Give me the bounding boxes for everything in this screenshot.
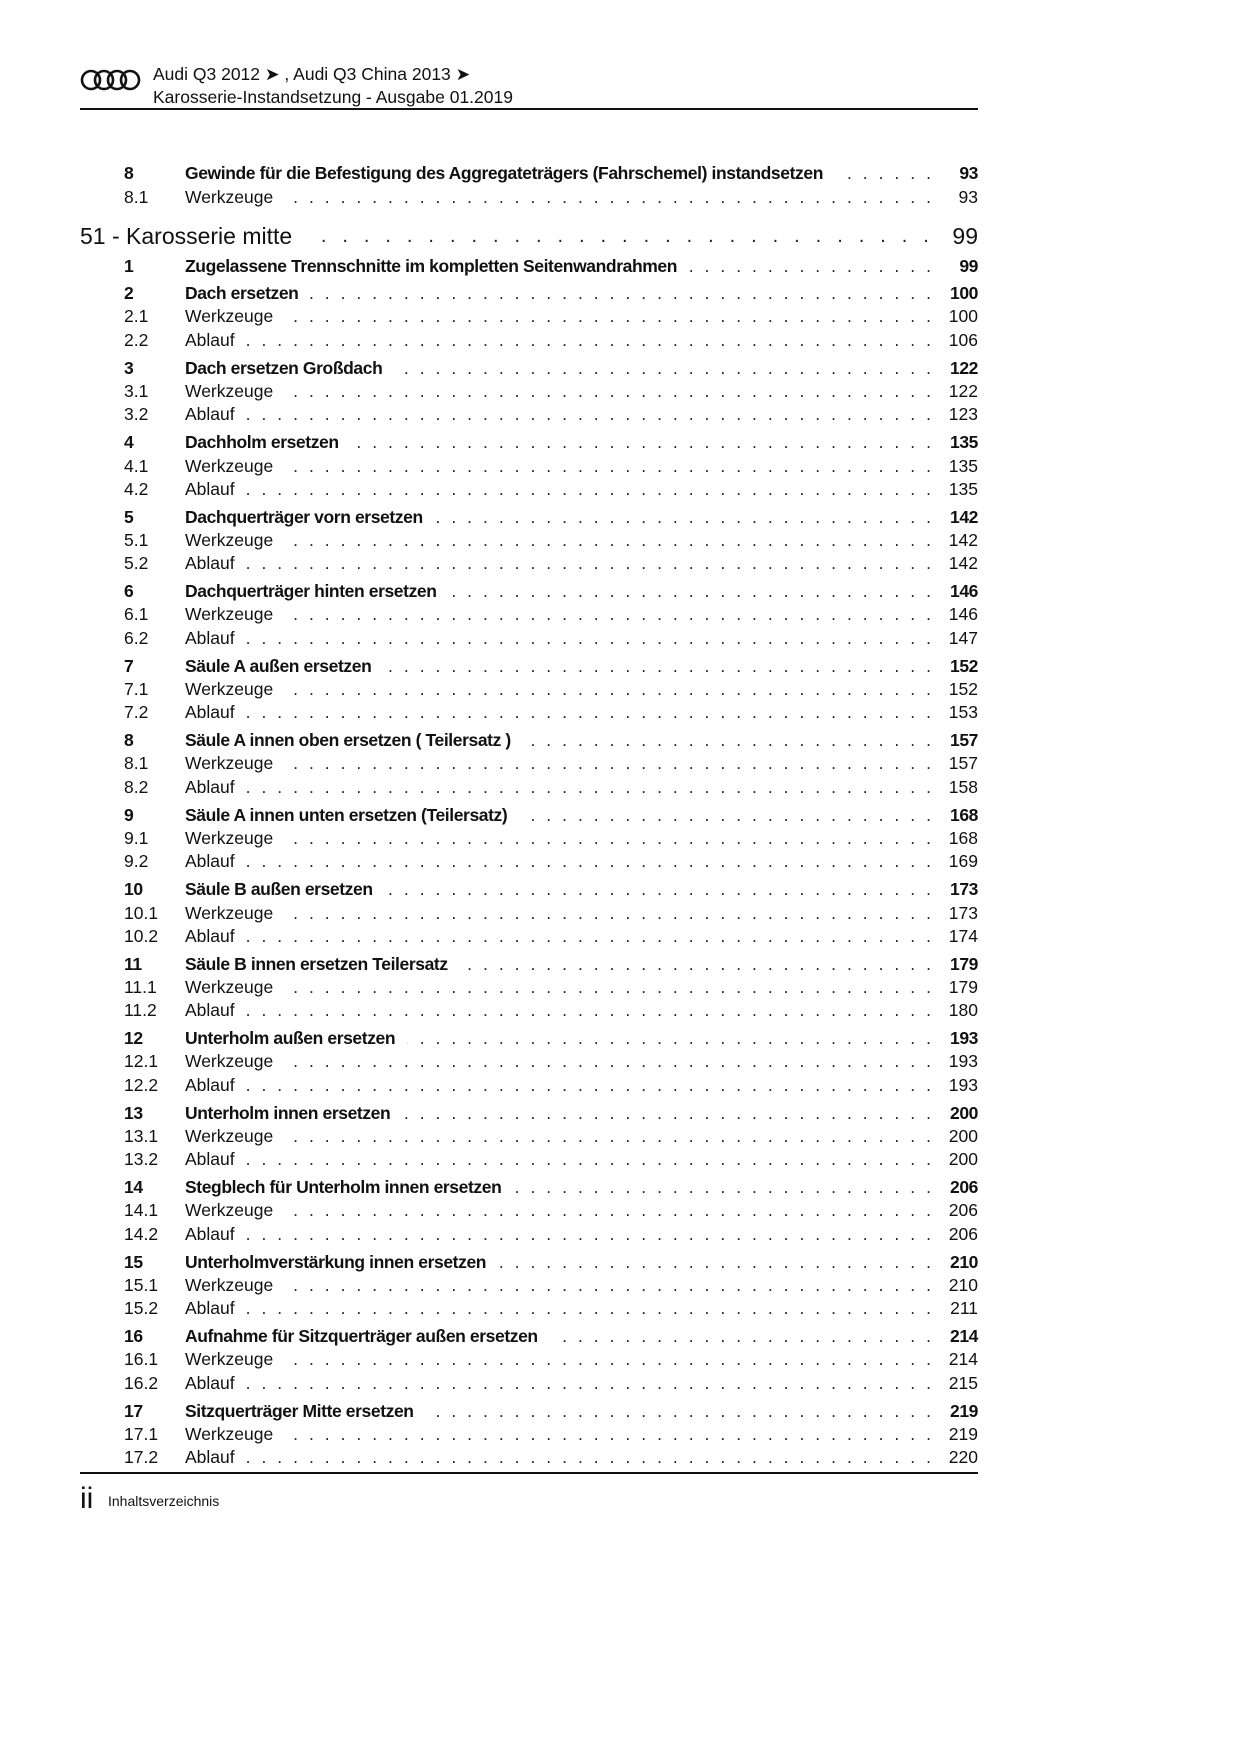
toc-entry-title: Sitzquerträger Mitte ersetzen bbox=[185, 1400, 426, 1422]
toc-entry-title: Ablauf bbox=[185, 627, 247, 649]
toc-entry-title: Ablauf bbox=[185, 925, 247, 947]
toc-entry-title: Dachquerträger vorn ersetzen bbox=[185, 506, 435, 528]
dot-leader bbox=[185, 455, 934, 477]
dot-leader bbox=[185, 1223, 934, 1245]
toc-entry-page: 215 bbox=[943, 1372, 978, 1394]
toc-entry-title: Werkzeuge bbox=[185, 1050, 285, 1072]
toc-entry-title: Werkzeuge bbox=[185, 529, 285, 551]
dot-leader bbox=[185, 1372, 934, 1394]
toc-entry-title: Werkzeuge bbox=[185, 976, 285, 998]
toc-entry-number: 17.1 bbox=[124, 1424, 159, 1444]
dot-leader bbox=[185, 902, 934, 924]
toc-entry-number: 8 bbox=[124, 730, 134, 750]
dot-leader bbox=[185, 827, 934, 849]
toc-entry-title: Werkzeuge bbox=[185, 827, 285, 849]
toc-entry-number: 11 bbox=[124, 954, 142, 974]
toc-entry-page: 99 bbox=[946, 223, 978, 249]
toc-entry-title: Werkzeuge bbox=[185, 902, 285, 924]
dot-leader bbox=[185, 478, 934, 500]
toc-entry-page: 157 bbox=[943, 752, 978, 774]
toc-entry-number: 12 bbox=[124, 1028, 143, 1048]
toc-entry-number: 3 bbox=[124, 358, 134, 378]
dot-leader bbox=[185, 1199, 934, 1221]
toc-entry-title: Ablauf bbox=[185, 403, 247, 425]
toc-entry-page: 219 bbox=[943, 1423, 978, 1445]
dot-leader bbox=[185, 999, 934, 1021]
toc-entry-number: 13.2 bbox=[124, 1149, 159, 1169]
toc-entry-page: 153 bbox=[943, 701, 978, 723]
toc-entry-page: 158 bbox=[943, 776, 978, 798]
toc-entry-number: 14 bbox=[124, 1177, 143, 1197]
toc-entry-number: 7.2 bbox=[124, 702, 149, 722]
toc-entry-page: 193 bbox=[944, 1027, 978, 1049]
toc-entry-page: 146 bbox=[944, 580, 978, 602]
dot-leader bbox=[185, 1074, 934, 1096]
toc-entry-page: 93 bbox=[953, 186, 978, 208]
toc-entry-number: 3.2 bbox=[124, 404, 149, 424]
toc-entry-page: 173 bbox=[944, 878, 978, 900]
toc-entry-page: 106 bbox=[943, 329, 978, 351]
toc-entry-number: 7.1 bbox=[124, 679, 149, 699]
toc-entry-title: Werkzeuge bbox=[185, 1348, 285, 1370]
toc-entry-title: Werkzeuge bbox=[185, 305, 285, 327]
toc-entry-number: 6 bbox=[124, 581, 134, 601]
toc-entry-title: Säule A innen oben ersetzen ( Teilersatz ) bbox=[185, 729, 523, 751]
footer-divider bbox=[80, 1472, 978, 1474]
toc-entry-number: 3.1 bbox=[124, 381, 149, 401]
toc-entry-title: Ablauf bbox=[185, 1223, 247, 1245]
dot-leader bbox=[185, 1050, 934, 1072]
toc-entry-title: Dach ersetzen bbox=[185, 282, 310, 304]
toc-entry-number: 8.1 bbox=[124, 753, 149, 773]
toc-entry-number: 8 bbox=[124, 163, 134, 183]
toc-entry-number: 4.1 bbox=[124, 456, 149, 476]
toc-entry-title: Werkzeuge bbox=[185, 1423, 285, 1445]
toc-entry-number: 17 bbox=[124, 1401, 143, 1421]
dot-leader bbox=[185, 552, 934, 574]
toc-entry-title: Werkzeuge bbox=[185, 1274, 285, 1296]
toc-entry-page: 219 bbox=[944, 1400, 978, 1422]
toc-entry-page: 193 bbox=[943, 1074, 978, 1096]
dot-leader bbox=[185, 1446, 934, 1468]
toc-entry-page: 100 bbox=[943, 305, 978, 327]
document-title: Karosserie-Instandsetzung - Ausgabe 01.2019 bbox=[153, 87, 513, 107]
toc-entry-number: 15 bbox=[124, 1252, 143, 1272]
footer-page-number: ii bbox=[80, 1482, 94, 1515]
toc-entry-number: 5.2 bbox=[124, 553, 149, 573]
toc-entry-page: 142 bbox=[943, 529, 978, 551]
toc-entry-number: 8.2 bbox=[124, 777, 149, 797]
footer-section-label: Inhaltsverzeichnis bbox=[108, 1493, 220, 1509]
toc-entry-title: Ablauf bbox=[185, 1148, 247, 1170]
dot-leader bbox=[185, 678, 934, 700]
toc-entry-number: 15.2 bbox=[124, 1298, 159, 1318]
toc-entry-title: 51 - Karosserie mitte bbox=[80, 223, 304, 249]
toc-entry-number: 6.1 bbox=[124, 604, 149, 624]
toc-entry-page: 122 bbox=[944, 357, 978, 379]
toc-entry-number: 4.2 bbox=[124, 479, 149, 499]
toc-entry-page: 206 bbox=[943, 1199, 978, 1221]
toc-entry-title: Säule B innen ersetzen Teilersatz bbox=[185, 953, 460, 975]
toc-entry-number: 16.2 bbox=[124, 1373, 159, 1393]
toc-entry-number: 16.1 bbox=[124, 1349, 159, 1369]
toc-entry-page: 193 bbox=[943, 1050, 978, 1072]
toc-entry-number: 5 bbox=[124, 507, 134, 527]
dot-leader bbox=[185, 925, 934, 947]
toc-entry-page: 214 bbox=[944, 1325, 978, 1347]
toc-entry-number: 12.2 bbox=[124, 1075, 159, 1095]
toc-entry-number: 14.2 bbox=[124, 1224, 159, 1244]
toc-entry-title: Unterholm außen ersetzen bbox=[185, 1027, 407, 1049]
toc-entry-page: 206 bbox=[943, 1223, 978, 1245]
dot-leader bbox=[185, 976, 934, 998]
toc-entry-page: 135 bbox=[943, 455, 978, 477]
toc-entry-number: 2.1 bbox=[124, 306, 149, 326]
toc-entry-number: 10.2 bbox=[124, 926, 159, 946]
toc-entry-page: 152 bbox=[943, 678, 978, 700]
toc-entry-number: 11.1 bbox=[124, 977, 157, 997]
toc-entry-title: Werkzeuge bbox=[185, 603, 285, 625]
toc-entry-title: Dach ersetzen Großdach bbox=[185, 357, 394, 379]
toc-entry-number: 10.1 bbox=[124, 903, 159, 923]
toc-entry-page: 146 bbox=[943, 603, 978, 625]
toc-entry-title: Dachholm ersetzen bbox=[185, 431, 351, 453]
toc-entry-title: Ablauf bbox=[185, 1297, 247, 1319]
toc-entry-number: 4 bbox=[124, 432, 134, 452]
toc-entry-title: Aufnahme für Sitzquerträger außen ersetzen bbox=[185, 1325, 550, 1347]
toc-entry-title: Ablauf bbox=[185, 478, 247, 500]
toc-entry-page: 214 bbox=[943, 1348, 978, 1370]
toc-entry-title: Werkzeuge bbox=[185, 1125, 285, 1147]
dot-leader bbox=[185, 186, 934, 208]
toc-entry-number: 11.2 bbox=[124, 1000, 157, 1020]
toc-entry-page: 122 bbox=[943, 380, 978, 402]
toc-entry-title: Unterholm innen ersetzen bbox=[185, 1102, 402, 1124]
toc-entry-page: 200 bbox=[943, 1125, 978, 1147]
toc-entry-title: Werkzeuge bbox=[185, 186, 285, 208]
toc-entry-title: Ablauf bbox=[185, 850, 247, 872]
toc-entry-number: 15.1 bbox=[124, 1275, 159, 1295]
toc-entry-title: Dachquerträger hinten ersetzen bbox=[185, 580, 449, 602]
toc-entry-number: 7 bbox=[124, 656, 134, 676]
toc-entry-number: 5.1 bbox=[124, 530, 149, 550]
toc-entry-number: 6.2 bbox=[124, 628, 149, 648]
toc-entry-page: 147 bbox=[943, 627, 978, 649]
toc-entry-title: Werkzeuge bbox=[185, 678, 285, 700]
dot-leader bbox=[185, 603, 934, 625]
toc-entry-page: 135 bbox=[944, 431, 978, 453]
toc-entry-page: 179 bbox=[943, 976, 978, 998]
dot-leader bbox=[185, 1125, 934, 1147]
dot-leader bbox=[185, 380, 934, 402]
toc-entry-title: Stegblech für Unterholm innen ersetzen bbox=[185, 1176, 513, 1198]
toc-entry-page: 210 bbox=[944, 1251, 978, 1273]
toc-entry-number: 8.1 bbox=[124, 187, 149, 207]
toc-entry-page: 174 bbox=[943, 925, 978, 947]
toc-entry-number: 13.1 bbox=[124, 1126, 159, 1146]
toc-entry-title: Ablauf bbox=[185, 999, 247, 1021]
toc-entry-page: 173 bbox=[943, 902, 978, 924]
toc-entry-number: 16 bbox=[124, 1326, 143, 1346]
dot-leader bbox=[185, 1423, 934, 1445]
toc-entry-page: 99 bbox=[953, 255, 978, 277]
toc-entry-page: 206 bbox=[944, 1176, 978, 1198]
dot-leader bbox=[185, 776, 934, 798]
toc-entry-page: 180 bbox=[943, 999, 978, 1021]
toc-entry-title: Ablauf bbox=[185, 776, 247, 798]
toc-entry-title: Ablauf bbox=[185, 552, 247, 574]
toc-entry-title: Werkzeuge bbox=[185, 380, 285, 402]
toc-entry-page: 142 bbox=[944, 506, 978, 528]
dot-leader bbox=[185, 850, 934, 872]
toc-entry-title: Säule A außen ersetzen bbox=[185, 655, 383, 677]
toc-entry-title: Ablauf bbox=[185, 1074, 247, 1096]
toc-entry-title: Säule A innen unten ersetzen (Teilersatz) bbox=[185, 804, 519, 826]
page-header bbox=[80, 62, 978, 110]
dot-leader bbox=[185, 1148, 934, 1170]
toc-entry-number: 2.2 bbox=[124, 330, 149, 350]
dot-leader bbox=[185, 1348, 934, 1370]
toc-entry-title: Werkzeuge bbox=[185, 455, 285, 477]
dot-leader bbox=[185, 329, 934, 351]
audi-four-rings-icon bbox=[80, 68, 142, 92]
toc-entry-number: 13 bbox=[124, 1103, 143, 1123]
toc-entry-page: 93 bbox=[953, 162, 978, 184]
toc-entry-title: Ablauf bbox=[185, 701, 247, 723]
toc-entry-page: 210 bbox=[943, 1274, 978, 1296]
toc-entry-title: Gewinde für die Befestigung des Aggregateträgers (Fahrschemel) instandsetzen bbox=[185, 162, 835, 184]
dot-leader bbox=[185, 1297, 934, 1319]
document-model-line: Audi Q3 2012 ➤ , Audi Q3 China 2013 ➤ bbox=[153, 64, 471, 84]
toc-entry-title: Säule B außen ersetzen bbox=[185, 878, 385, 900]
toc-entry-number: 12.1 bbox=[124, 1051, 159, 1071]
toc-entry-title: Unterholmverstärkung innen ersetzen bbox=[185, 1251, 498, 1273]
dot-leader bbox=[185, 403, 934, 425]
toc-entry-page: 152 bbox=[944, 655, 978, 677]
toc-entry-number: 9 bbox=[124, 805, 134, 825]
toc-entry-page: 123 bbox=[943, 403, 978, 425]
toc-entry-page: 211 bbox=[944, 1297, 978, 1319]
dot-leader bbox=[185, 1274, 934, 1296]
dot-leader bbox=[185, 701, 934, 723]
toc-entry-page: 200 bbox=[944, 1102, 978, 1124]
toc-entry-title: Ablauf bbox=[185, 1446, 247, 1468]
toc-entry-page: 100 bbox=[944, 282, 978, 304]
dot-leader bbox=[185, 752, 934, 774]
toc-entry-number: 1 bbox=[124, 256, 134, 276]
dot-leader bbox=[185, 305, 934, 327]
toc-entry-page: 200 bbox=[943, 1148, 978, 1170]
toc-entry-page: 135 bbox=[943, 478, 978, 500]
toc-entry-title: Ablauf bbox=[185, 329, 247, 351]
toc-entry-page: 220 bbox=[943, 1446, 978, 1468]
toc-entry-number: 9.1 bbox=[124, 828, 149, 848]
toc-entry-page: 179 bbox=[944, 953, 978, 975]
toc-entry-page: 168 bbox=[943, 827, 978, 849]
toc-entry-number: 2 bbox=[124, 283, 134, 303]
toc-entry-page: 142 bbox=[943, 552, 978, 574]
toc-entry-number: 10 bbox=[124, 879, 143, 899]
toc-entry-page: 169 bbox=[943, 850, 978, 872]
toc-entry-title: Werkzeuge bbox=[185, 752, 285, 774]
toc-entry-number: 14.1 bbox=[124, 1200, 159, 1220]
toc-entry-title: Ablauf bbox=[185, 1372, 247, 1394]
dot-leader bbox=[185, 529, 934, 551]
toc-entry-title: Zugelassene Trennschnitte im kompletten Seitenwandrahmen bbox=[185, 255, 689, 277]
toc-entry-title: Werkzeuge bbox=[185, 1199, 285, 1221]
toc-entry-number: 9.2 bbox=[124, 851, 149, 871]
dot-leader bbox=[185, 627, 934, 649]
toc-entry-page: 157 bbox=[944, 729, 978, 751]
toc-entry-number: 17.2 bbox=[124, 1447, 159, 1467]
toc-entry-page: 168 bbox=[944, 804, 978, 826]
